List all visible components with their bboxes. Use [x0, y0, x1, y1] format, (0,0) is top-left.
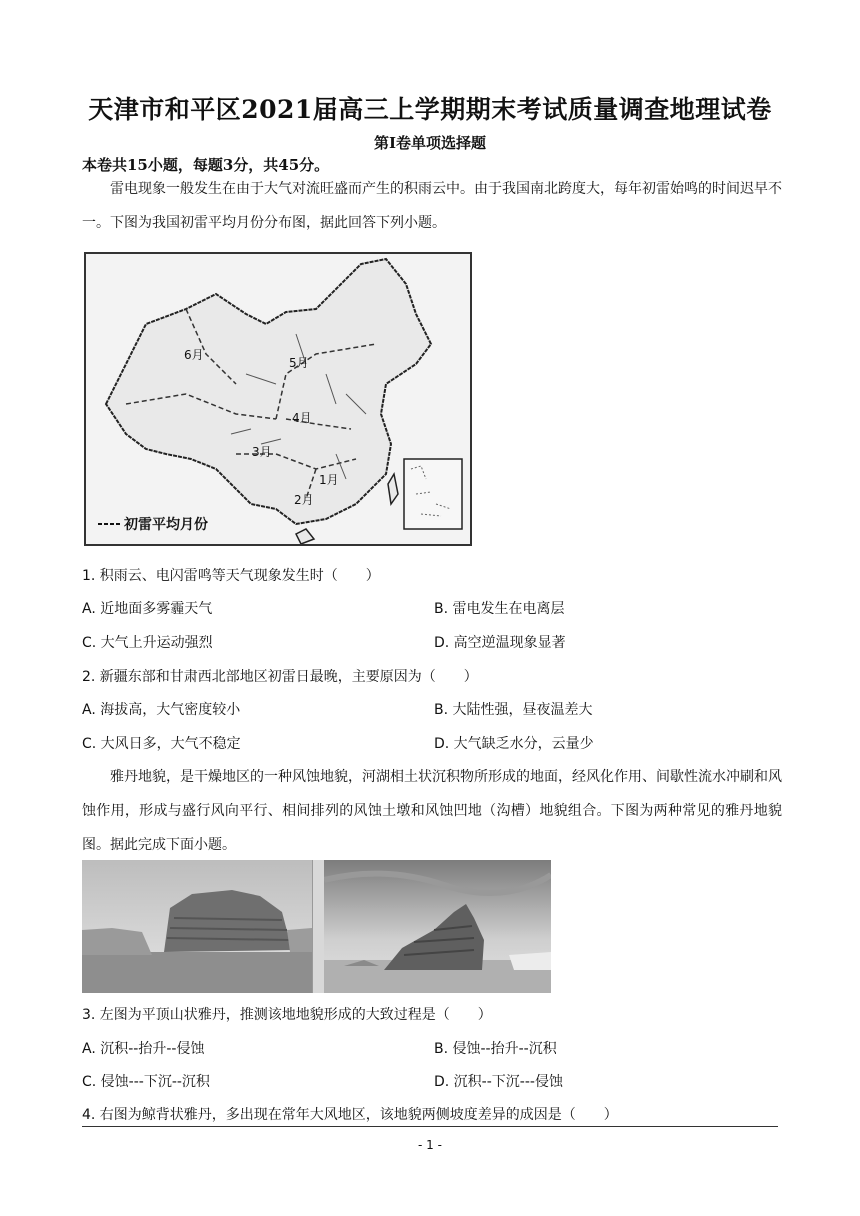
map-legend: 初雷平均月份	[124, 517, 208, 533]
q3-option-d: D. 沉积--下沉---侵蚀	[434, 1074, 563, 1090]
page-number: - 1 -	[418, 1138, 442, 1152]
q3-option-b: B. 侵蚀--抬升--沉积	[434, 1041, 557, 1057]
q2-option-c: C. 大风日多，大气不稳定	[82, 736, 241, 752]
passage-thunder: 雷电现象一般发生在由于大气对流旺盛而产生的积雨云中。由于我国南北跨度大，每年初雷始鸣的时间迟早不一。下图为我国初雷平均月份分布图，据此回答下列小题。	[82, 181, 782, 231]
map-label-2: 2月	[294, 493, 314, 507]
hainan-island	[296, 529, 314, 544]
question-4-stem: 4. 右图为鲸背状雅丹，多出现在常年大风地区，该地貌两侧坡度差异的成因是（ ）	[82, 1107, 618, 1123]
map-label-4: 4月	[292, 411, 312, 425]
map-label-5: 5月	[289, 356, 309, 370]
map-label-1: 1月	[319, 473, 339, 487]
south-china-sea-inset	[404, 459, 462, 529]
china-outline	[106, 259, 431, 524]
map-label-3: 3月	[252, 445, 272, 459]
q1-option-c: C. 大气上升运动强烈	[82, 635, 213, 651]
thunder-map	[84, 252, 472, 546]
q2-option-b: B. 大陆性强，昼夜温差大	[434, 702, 593, 718]
section-note: 本卷共15小题，每题3分，共45分。	[82, 156, 330, 174]
exam-title: 天津市和平区2021届高三上学期期末考试质量调查地理试卷	[88, 95, 772, 124]
taiwan-island	[388, 474, 398, 504]
q2-option-d: D. 大气缺乏水分，云量少	[434, 736, 594, 752]
passage-yardang: 雅丹地貌，是干燥地区的一种风蚀地貌，河湖相土状沉积物所形成的地面，经风化作用、间歇性流水冲刷和风蚀作用，形成与盛行风向平行、相间排列的风蚀土墩和风蚀凹地（沟槽）地貌组合。下图为两种常见的雅丹地貌图。据此完成下面小题。	[82, 769, 782, 853]
question-3-stem: 3. 左图为平顶山状雅丹，推测该地地貌形成的大致过程是（ ）	[82, 1007, 492, 1023]
map-label-6: 6月	[184, 348, 204, 362]
q3-option-a: A. 沉积--抬升--侵蚀	[82, 1041, 205, 1057]
q3-option-c: C. 侵蚀---下沉--沉积	[82, 1074, 210, 1090]
question-1-stem: 1. 积雨云、电闪雷鸣等天气现象发生时（ ）	[82, 568, 380, 584]
q2-option-a: A. 海拔高，大气密度较小	[82, 702, 241, 718]
question-2-stem: 2. 新疆东部和甘肃西北部地区初雷日最晚，主要原因为（ ）	[82, 669, 478, 685]
china-map-svg	[86, 254, 470, 544]
footer-rule	[82, 1126, 778, 1127]
left-yardang-photo	[82, 860, 312, 993]
section-title: 第Ⅰ卷单项选择题	[373, 134, 487, 152]
right-yardang-photo	[324, 860, 551, 993]
q1-option-b: B. 雷电发生在电离层	[434, 601, 565, 617]
q1-option-a: A. 近地面多雾霾天气	[82, 601, 213, 617]
q1-option-d: D. 高空逆温现象显著	[434, 635, 566, 651]
